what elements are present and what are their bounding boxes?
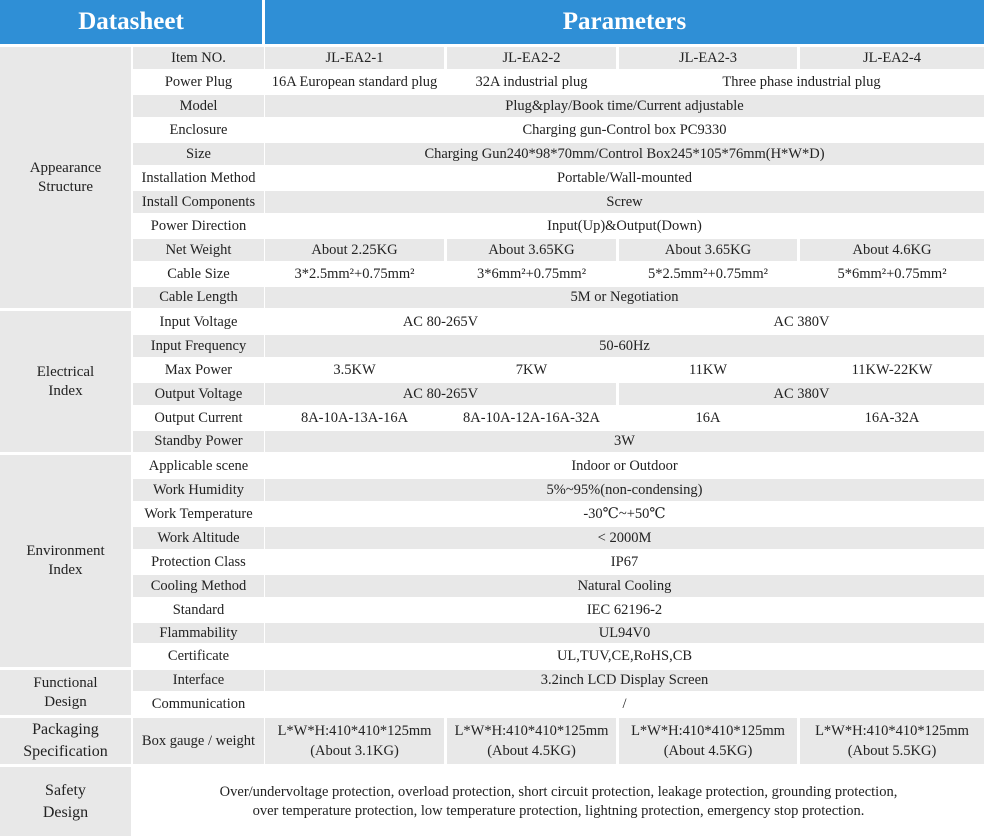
cable-size-4: 5*6mm²+0.75mm² [800, 263, 984, 285]
box-gauge-3-dims: L*W*H:410*410*125mm [631, 723, 785, 739]
category-environment: Environment Index [0, 455, 131, 667]
label-protection-class: Protection Class [133, 551, 264, 573]
net-weight-2: About 3.65KG [447, 239, 616, 261]
label-input-voltage: Input Voltage [133, 311, 264, 333]
label-install-components: Install Components [133, 191, 264, 213]
box-gauge-4 [800, 718, 984, 764]
output-current-4: 16A-32A [800, 407, 984, 429]
box-gauge-2-dims: L*W*H:410*410*125mm [454, 723, 609, 739]
label-applicable-scene: Applicable scene [133, 455, 264, 477]
label-item-no: Item NO. [133, 47, 264, 69]
box-gauge-1-weight: (About 3.1KG) [310, 743, 399, 759]
label-flammability: Flammability [133, 623, 264, 643]
output-current-3: 16A [619, 407, 797, 429]
category-safety: Safety Design [0, 767, 131, 836]
cable-size-3: 5*2.5mm²+0.75mm² [619, 263, 797, 285]
cable-size-2: 3*6mm²+0.75mm² [447, 263, 616, 285]
label-work-altitude: Work Altitude [133, 527, 264, 549]
output-voltage-12: AC 80-265V [265, 383, 616, 405]
box-gauge-1-dims: L*W*H:410*410*125mm [277, 723, 432, 739]
label-cable-size: Cable Size [133, 263, 264, 285]
power-direction-value: Input(Up)&Output(Down) [265, 215, 984, 237]
size-value: Charging Gun240*98*70mm/Control Box245*105*76mm(H*W*D) [265, 143, 984, 165]
item-no-4: JL-EA2-4 [800, 47, 984, 69]
model-value: Plug&play/Book time/Current adjustable [265, 95, 984, 117]
label-net-weight: Net Weight [133, 239, 264, 261]
power-plug-1: 16A European standard plug [265, 71, 444, 93]
category-packaging: Packaging Specification [0, 718, 131, 764]
power-plug-34: Three phase industrial plug [619, 71, 984, 93]
label-standby-power: Standby Power [133, 431, 264, 452]
max-power-2: 7KW [447, 359, 616, 381]
cooling-method-value: Natural Cooling [265, 575, 984, 597]
box-gauge-3 [619, 718, 797, 764]
safety-line-1: Over/undervoltage protection, overload protection, short circuit protection, leakage protection, grounding protection, [219, 783, 898, 800]
work-humidity-value: 5%~95%(non-condensing) [265, 479, 984, 501]
label-cable-length: Cable Length [133, 287, 264, 308]
input-voltage-34: AC 380V [619, 311, 984, 333]
cable-size-1: 3*2.5mm²+0.75mm² [265, 263, 444, 285]
label-power-plug: Power Plug [133, 71, 264, 93]
enclosure-value: Charging gun-Control box PC9330 [265, 119, 984, 141]
safety-line-2: over temperature protection, low temperature protection, lightning protection, emergency stop protection. [252, 802, 865, 819]
net-weight-3: About 3.65KG [619, 239, 797, 261]
label-work-temperature: Work Temperature [133, 503, 264, 525]
box-gauge-2-weight: (About 4.5KG) [487, 743, 576, 759]
parameters-header: Parameters [265, 0, 984, 44]
flammability-value: UL94V0 [265, 623, 984, 643]
label-cooling-method: Cooling Method [133, 575, 264, 597]
output-current-2: 8A-10A-12A-16A-32A [447, 407, 616, 429]
output-voltage-34: AC 380V [619, 383, 984, 405]
item-no-1: JL-EA2-1 [265, 47, 444, 69]
work-temperature-value: -30℃~+50℃ [265, 503, 984, 525]
certificate-value: UL,TUV,CE,RoHS,CB [265, 645, 984, 667]
label-model: Model [133, 95, 264, 117]
label-input-frequency: Input Frequency [133, 335, 264, 357]
protection-class-value: IP67 [265, 551, 984, 573]
label-interface: Interface [133, 670, 264, 691]
power-plug-2: 32A industrial plug [447, 71, 616, 93]
install-components-value: Screw [265, 191, 984, 213]
communication-value: / [265, 693, 984, 715]
label-standard: Standard [133, 599, 264, 621]
label-output-current: Output Current [133, 407, 264, 429]
box-gauge-2 [447, 718, 616, 764]
cable-length-value: 5M or Negotiation [265, 287, 984, 308]
label-certificate: Certificate [133, 645, 264, 667]
safety-description [133, 767, 984, 836]
installation-method-value: Portable/Wall-mounted [265, 167, 984, 189]
datasheet-header: Datasheet [0, 0, 262, 44]
net-weight-4: About 4.6KG [800, 239, 984, 261]
box-gauge-4-weight: (About 5.5KG) [847, 743, 937, 759]
label-installation-method: Installation Method [133, 167, 264, 189]
max-power-1: 3.5KW [265, 359, 444, 381]
item-no-3: JL-EA2-3 [619, 47, 797, 69]
label-output-voltage: Output Voltage [133, 383, 264, 405]
category-appearance: Appearance Structure [0, 47, 131, 308]
standby-power-value: 3W [265, 431, 984, 452]
net-weight-1: About 2.25KG [265, 239, 444, 261]
work-altitude-value: < 2000M [265, 527, 984, 549]
category-functional: Functional Design [0, 670, 131, 715]
item-no-2: JL-EA2-2 [447, 47, 616, 69]
label-power-direction: Power Direction [133, 215, 264, 237]
output-current-1: 8A-10A-13A-16A [265, 407, 444, 429]
interface-value: 3.2inch LCD Display Screen [265, 670, 984, 691]
box-gauge-3-weight: (About 4.5KG) [663, 743, 753, 759]
category-electrical: Electrical Index [0, 311, 131, 452]
label-enclosure: Enclosure [133, 119, 264, 141]
label-work-humidity: Work Humidity [133, 479, 264, 501]
applicable-scene-value: Indoor or Outdoor [265, 455, 984, 477]
label-max-power: Max Power [133, 359, 264, 381]
input-voltage-12: AC 80-265V [265, 311, 616, 333]
label-box-gauge: Box gauge / weight [133, 718, 264, 764]
max-power-3: 11KW [619, 359, 797, 381]
input-frequency-value: 50-60Hz [265, 335, 984, 357]
label-communication: Communication [133, 693, 264, 715]
max-power-4: 11KW-22KW [800, 359, 984, 381]
standard-value: IEC 62196-2 [265, 599, 984, 621]
box-gauge-4-dims: L*W*H:410*410*125mm [815, 723, 969, 739]
box-gauge-1 [265, 718, 444, 764]
label-size: Size [133, 143, 264, 165]
